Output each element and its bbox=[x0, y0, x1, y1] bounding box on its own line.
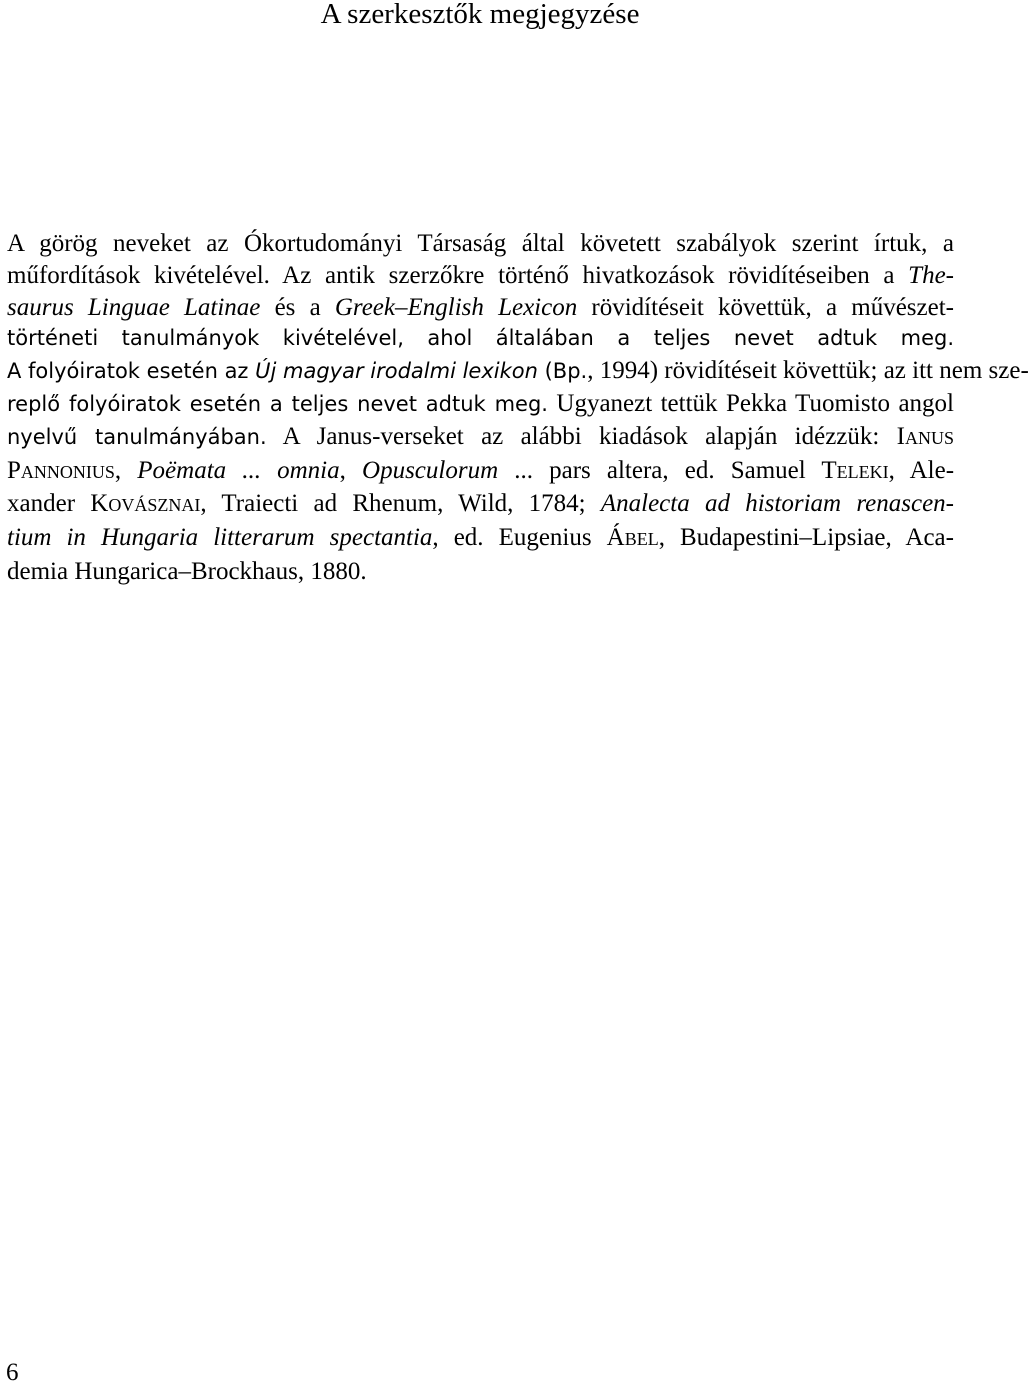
text-segment: (Bp. bbox=[537, 359, 588, 384]
italic-title-segment: Greek–English Lexicon bbox=[334, 293, 578, 321]
text-line-4 bbox=[7, 323, 954, 355]
text-line-1 bbox=[7, 228, 954, 260]
italic-title-segment: Opusculorum bbox=[362, 456, 499, 484]
text-segment: , 1994) rövidítéseit követtük; az itt nem sze- bbox=[587, 357, 1029, 385]
text-segment: , Traiecti ad Rhenum, Wild, 1784; bbox=[200, 490, 601, 518]
text-line-7 bbox=[7, 421, 954, 455]
text-line-3 bbox=[7, 292, 954, 324]
text-segment: A görög neveket az Ókortudományi Társaság által követett szabályok szerint írtuk, a bbox=[7, 230, 954, 257]
italic-title-segment: tium in Hungaria litterarum spectantia bbox=[7, 524, 433, 552]
text-segment: demia Hungarica–Brockhaus, 1880. bbox=[7, 557, 367, 585]
text-segment: , bbox=[114, 456, 138, 484]
italic-title-segment: Poëmata ... omnia bbox=[137, 456, 340, 484]
text-segment: , Budapestini–Lipsiae, Aca- bbox=[658, 524, 954, 552]
small-caps-segment: ANUS bbox=[905, 427, 955, 448]
text-segment: A Janus-verseket az alábbi kiadások alapján idézzük: I bbox=[266, 422, 905, 450]
text-segment: , Ale- bbox=[888, 456, 955, 484]
text-segment: , bbox=[339, 456, 363, 484]
page-number: 6 bbox=[6, 1359, 19, 1386]
text-segment: replő folyóiratok esetén a teljes nevet adtuk meg. bbox=[7, 391, 548, 416]
text-line-10 bbox=[7, 522, 954, 556]
text-line-8 bbox=[7, 455, 954, 489]
italic-title-segment: The- bbox=[908, 261, 954, 289]
text-segment: műfordítások kivételével. Az antik szerzőkre történő hivatkozások rövidítéseiben a bbox=[7, 261, 909, 289]
text-segment: A folyóiratok esetén az bbox=[7, 359, 256, 384]
text-segment: xander K bbox=[7, 490, 109, 518]
page-title: A szerkesztők megjegyzése bbox=[320, 0, 640, 30]
text-segment: és a bbox=[260, 293, 335, 321]
text-segment: P bbox=[7, 456, 21, 484]
text-line-2 bbox=[7, 260, 954, 292]
text-line-5 bbox=[7, 355, 1029, 388]
text-line-6 bbox=[7, 388, 954, 421]
text-line-11 bbox=[7, 556, 954, 588]
text-line-9 bbox=[7, 488, 954, 522]
text-segment: Ugyanezt tettük Pekka Tuomisto angol bbox=[547, 389, 954, 417]
italic-title-segment: Új magyar irodalmi lexikon bbox=[255, 359, 538, 384]
editorial-note-paragraph bbox=[7, 228, 1029, 588]
italic-title-segment: saurus Linguae Latinae bbox=[7, 293, 261, 321]
text-segment: rövidítéseit követtük, a művészet- bbox=[577, 293, 954, 321]
small-caps-segment: ANNONIUS bbox=[20, 461, 115, 482]
small-caps-segment: ELEKI bbox=[836, 461, 889, 482]
small-caps-segment: BEL bbox=[624, 529, 659, 550]
text-segment: nyelvű tanulmányában. bbox=[7, 424, 267, 449]
italic-title-segment: Analecta ad historiam renascen- bbox=[600, 490, 954, 518]
text-segment: ... pars altera, ed. Samuel T bbox=[498, 456, 837, 484]
text-segment: , ed. Eugenius Á bbox=[432, 524, 625, 552]
text-segment: történeti tanulmányok kivételével, ahol általában a teljes nevet adtuk meg. bbox=[7, 326, 954, 351]
small-caps-segment: OVÁSZNAI bbox=[108, 495, 201, 516]
